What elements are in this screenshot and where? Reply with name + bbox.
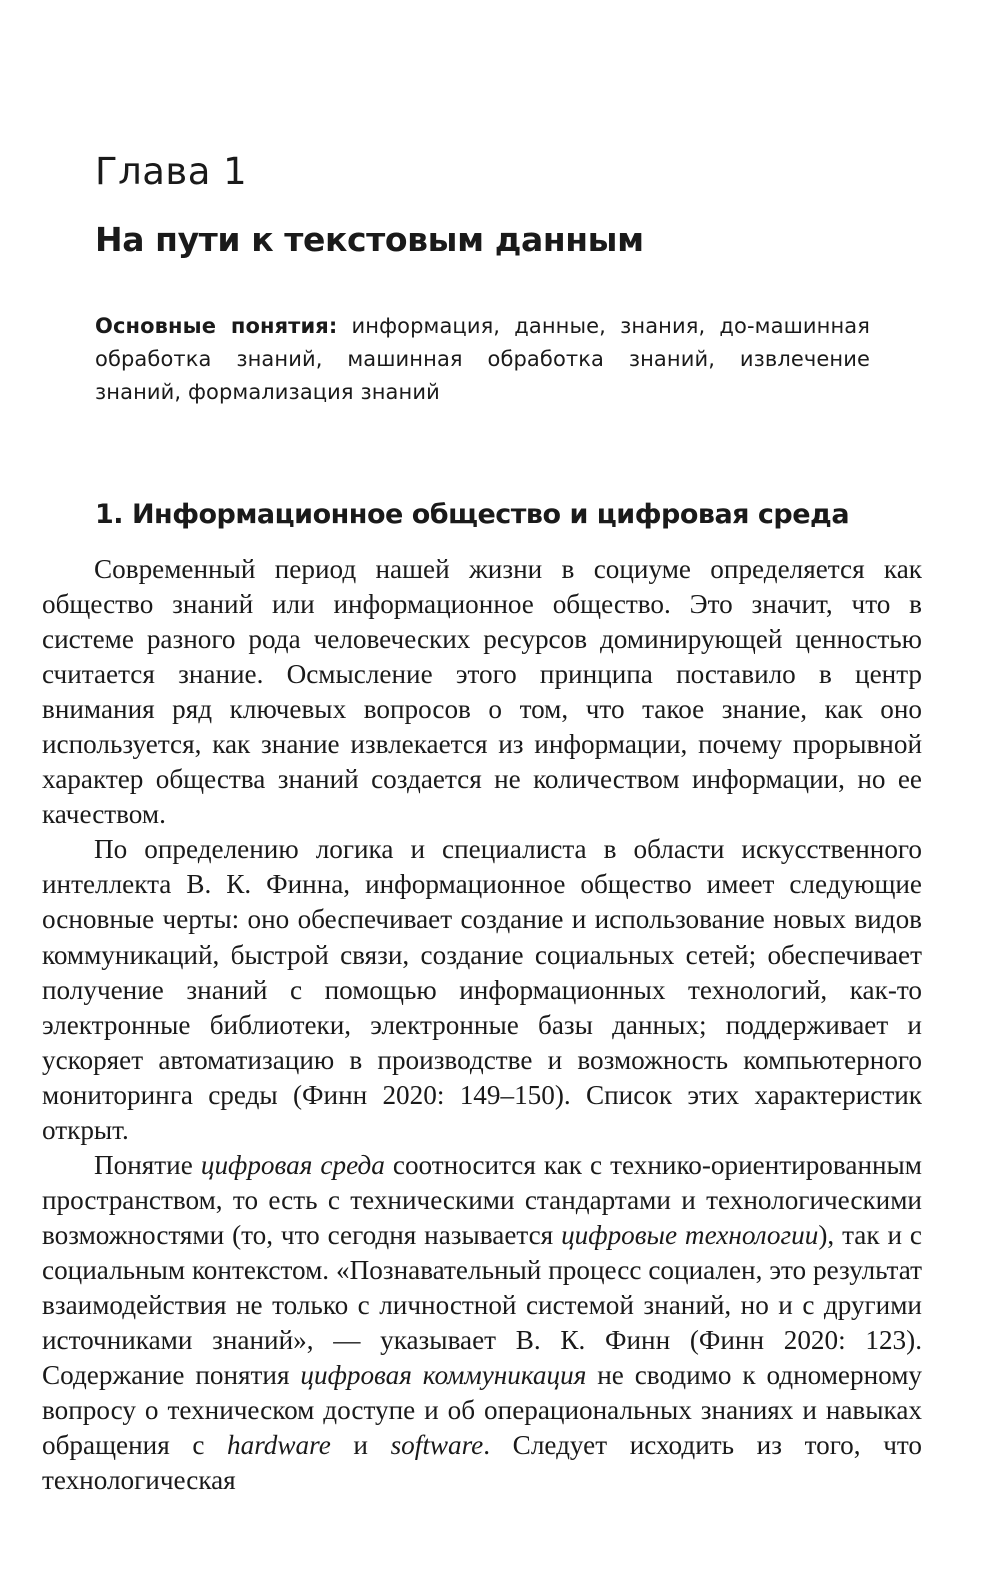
text-run: не сводимо к одномерному вопросу о техническом доступе и об операциональных знаниях и навыках обращения с — [42, 1360, 922, 1461]
key-concepts-label: Основные понятия: — [95, 314, 338, 338]
paragraph: Современный период нашей жизни в социуме определяется как общество знаний или информационное общество. Это значит, что в системе разного рода человеческих ресурсов доминирующей ценностью считается знание. Осмысление этого принципа поставило в центр внимания ряд ключевых вопросов о том, что такое знание, как оно используется, как знание извлекается из информации, почему прорывной характер общества знаний создается не количеством информации, но ее качеством. — [42, 554, 922, 830]
text-run: Понятие — [94, 1149, 201, 1180]
italic-term: software — [390, 1430, 484, 1461]
text-run: соотносится как с технико-ориентированным пространством, то есть с техническими стандартами и технологическими возможностями (то, что сегодня называется — [42, 1149, 923, 1250]
key-concepts — [95, 310, 870, 409]
italic-term: цифровые технологии — [561, 1219, 819, 1250]
body-text — [42, 552, 922, 1498]
paragraph — [42, 1148, 922, 1498]
text-run: ), так и с социальным контекстом. «Познавательный процесс социален, это результат взаимодействия не только с личностной системой знаний, но и с другими источниками знаний», — указывает В. К. Финн (Финн 2020: 123). Содержание понятия — [42, 1219, 922, 1391]
text-run: и — [330, 1430, 391, 1461]
italic-term: hardware — [227, 1430, 331, 1461]
key-concepts-list: информация, данные, знания, до-машинная обработка знаний, машинная обработка знаний, извлечение знаний, формализация знаний — [95, 314, 870, 404]
chapter-title: На пути к текстовым данным — [95, 220, 644, 259]
section-heading: 1. Информационное общество и цифровая среда — [95, 499, 850, 530]
italic-term: цифровая среда — [200, 1149, 385, 1180]
paragraph: По определению логика и специалиста в области искусственного интеллекта В. К. Финна, информационное общество имеет следующие основные черты: оно обеспечивает создание и использование новых видов коммуникаций, быстрой связи, создание социальных сетей; обеспечивает получение знаний с помощью информационных технологий, как-то электронные библиотеки, электронные базы данных; поддерживает и ускоряет автоматизацию в производстве и возможность компьютерного мониторинга среды (Финн 2020: 149–150). Список этих характеристик открыт. — [42, 834, 922, 1145]
chapter-label: Глава 1 — [95, 150, 248, 193]
text-run: . Следует исходить из того, что технологическая — [42, 1430, 922, 1496]
italic-term: цифровая коммуникация — [300, 1360, 587, 1391]
